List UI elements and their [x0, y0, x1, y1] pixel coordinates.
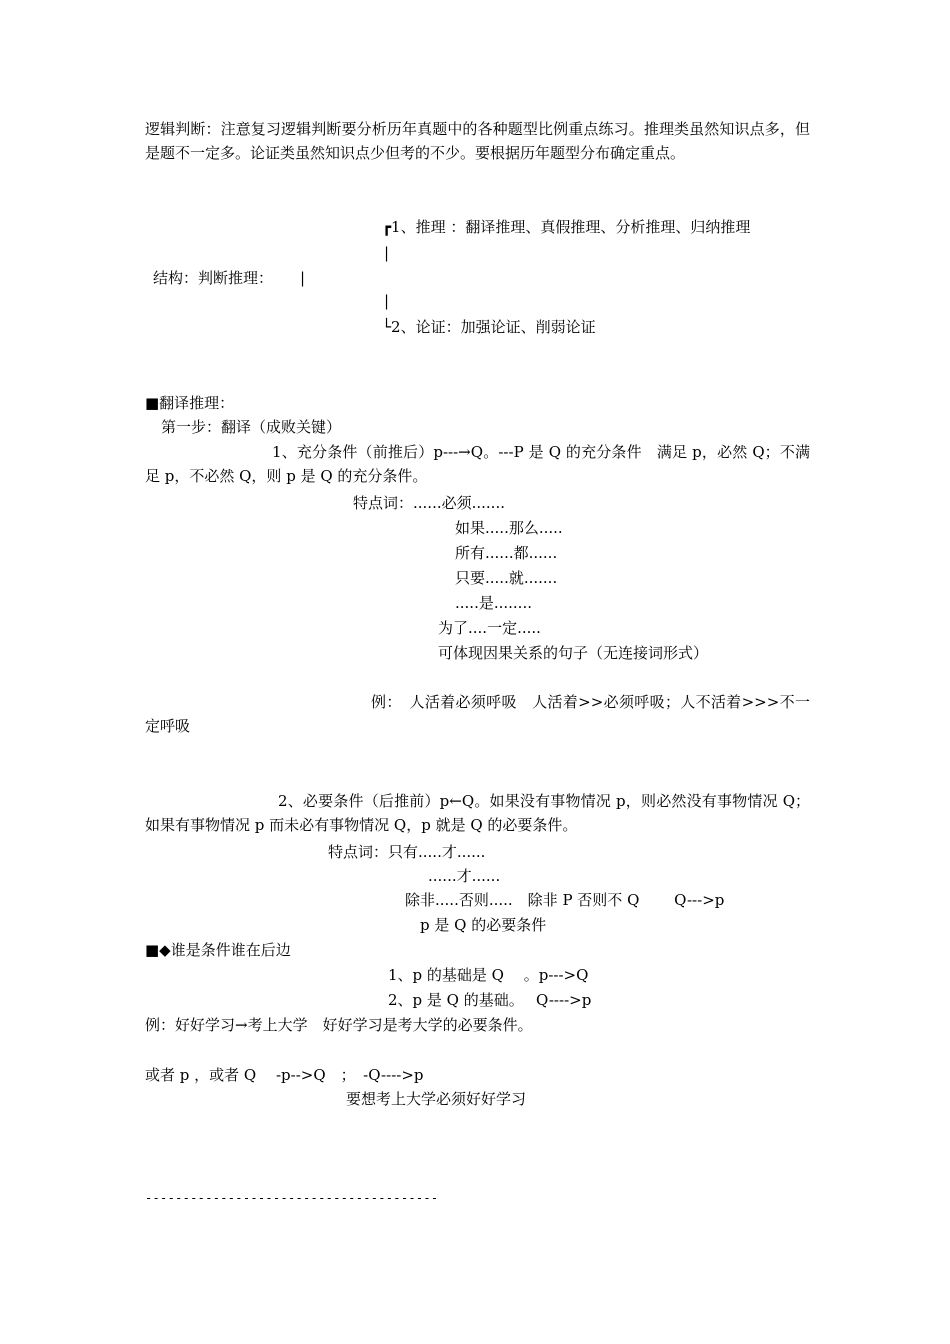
sufficient-example: 例： 人活着必须呼吸 人活着>>必须呼吸；人不活着>>>不一定呼吸 [145, 693, 810, 735]
structure-label: 结构：判断推理： [153, 269, 274, 287]
necessary-keywords-label: 特点词：只有.....才...... [328, 843, 486, 861]
step-one-heading: 第一步：翻译（成败关键） [161, 418, 342, 436]
necessary-condition-paragraph: 2、必要条件（后推前）p←Q。如果没有事物情况 p，则必然没有事物情况 Q；如果有事物情况 p 而未必有事物情况 Q，p 就是 Q 的必要条件。 [145, 792, 810, 834]
necessary-keyword: 除非.....否则..... 除非 P 否则不 Q Q--->p [405, 891, 725, 909]
sufficient-keywords-label: 特点词：......必须....... [353, 494, 505, 512]
section-title: ■翻译推理： [145, 394, 235, 412]
final-example-line: 要想考上大学必须好好学习 [346, 1090, 527, 1108]
sufficient-keyword: 所有......都...... [455, 544, 558, 562]
sufficient-keyword: 为了....一定..... [438, 619, 541, 637]
structure-branch-reasoning: ┏1、推理 ：翻译推理、真假推理、分析推理、归纳推理 [382, 218, 751, 236]
sufficient-keyword: 可体现因果关系的句子（无连接词形式） [438, 644, 709, 662]
structure-pipe: | [300, 269, 306, 287]
intro-paragraph: 逻辑判断：注意复习逻辑判断要分析历年真题中的各种题型比例重点练习。推理类虽然知识点多，但是题不一定多。论证类虽然知识点少但考的不少。要根据历年题型分布确定重点。 [145, 120, 810, 162]
structure-pipe: | [384, 292, 390, 310]
necessary-keyword: p 是 Q 的必要条件 [420, 916, 547, 934]
divider-line: --------------------------------------- [145, 1191, 439, 1205]
necessary-example: 例：好好学习→考上大学 好好学习是考大学的必要条件。 [145, 1016, 533, 1034]
or-condition-line: 或者 p ，或者 Q -p-->Q ； -Q---->p [145, 1066, 424, 1084]
rule-example: 1、p 的基础是 Q 。p--->Q [388, 966, 589, 984]
structure-pipe: | [384, 244, 390, 262]
rule-example: 2、p 是 Q 的基础。 Q---->p [388, 991, 592, 1009]
sufficient-keyword: .....是........ [455, 594, 532, 612]
sufficient-condition-paragraph: 1、充分条件（前推后）p---→Q。---P 是 Q 的充分条件 满足 p，必然 Q；不满足 p，不必然 Q，则 p 是 Q 的充分条件。 [145, 443, 810, 485]
sufficient-keyword: 只要.....就....... [455, 569, 558, 587]
rule-heading: ■◆谁是条件谁在后边 [145, 941, 291, 959]
structure-branch-argument: └2、论证：加强论证、削弱论证 [382, 318, 596, 336]
sufficient-keyword: 如果.....那么..... [455, 519, 563, 537]
necessary-keyword: ......才...... [428, 867, 501, 885]
